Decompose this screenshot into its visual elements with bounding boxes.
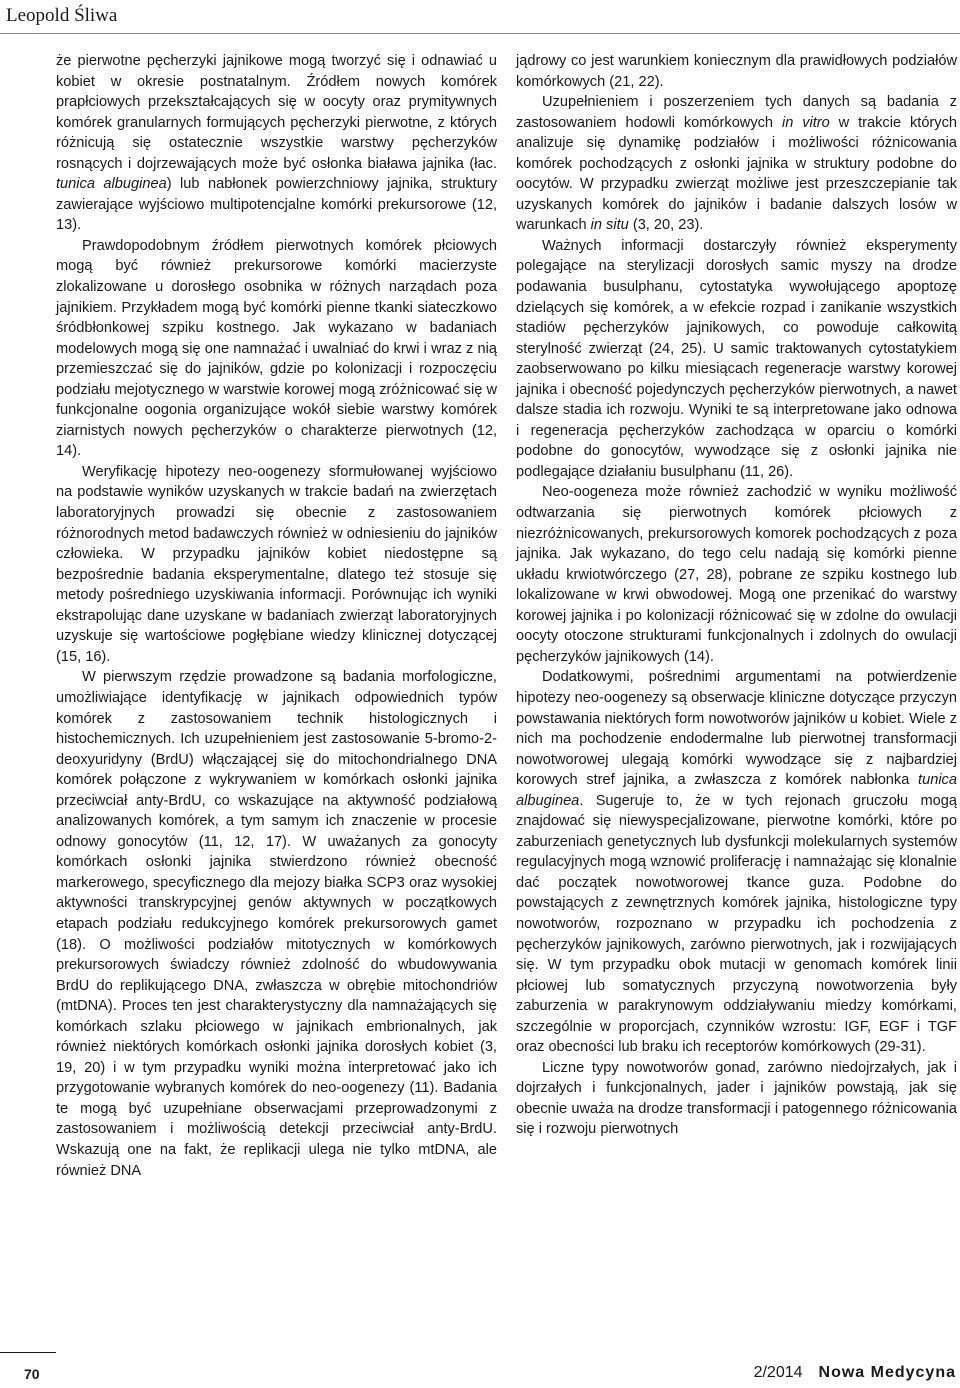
paragraph	[516, 92, 957, 236]
italic-term: in vitro	[781, 114, 830, 131]
page-header	[0, 0, 960, 34]
paragraph: jądrowy co jest warunkiem koniecznym dla prawidłowych podziałów komórkowych (21, 22).	[516, 53, 957, 90]
page-number: 70	[24, 1366, 40, 1382]
paragraph-text: że pierwotne pęcherzyki jajnikowe mogą tworzyć się i odnawiać u kobiet w okresie postnatalnym. Źródłem nowych komórek prapłciowych przekształcających się w oocyty oraz prymitywnych komórek granularnych formujących pęcherzyki pierwotne, z których różnicują się ostatecznie wszystkie warstwy pęcherzyków rosnących i dojrzewających może być osłonka biaława jajnika (łac.	[56, 53, 497, 172]
paragraph: Prawdopodobnym źródłem pierwotnych komórek płciowych mogą być również prekursorowe komórki macierzyste zlokalizowane u dorosłego osobnika w różnych narządach poza jajnikiem. Przykładem mogą być komórki pienne tkanki siateczkowo śródbłonkowej szpiku kostnego. Jak wykazano w badaniach modelowych mogą się one namnażać i uwalniać do krwi i wraz z nią przemieszczać się do jajników, gdzie po kolonizacji i rozpoczęciu podziału mejotycznego w warstwie korowej mogą zróżnicować się w funkcjonalne oogonia organizujące wokół siebie warstwy komórek ziarnistych nowych pęcherzyków o charakterze pierwotnych (12, 14).	[56, 237, 497, 460]
paragraph: Liczne typy nowotworów gonad, zarówno niedojrzałych, jak i dojrzałych i funkcjonalnych, jader i jajników powstają, jak się obecnie uważa na drodze transformacji i patogennego różnicowania się i rozwoju pierwotnych	[516, 1059, 957, 1138]
paragraph: Neo-oogeneza może również zachodzić w wyniku możliwość odtwarzania się pierwotnych komórek płciowych z niezróżnicowanych, prekursorowych komorek pochodzących z poza jajnika. Jak wykazano, do tego celu nadają się komórki pienne układu krwiotwórczego (27, 28), pobrane ze szpiku kostnego lub lokalizowane w krwi obwodowej. Mogą one przenikać do warstwy korowej jajnika i po kolonizacji różnicować się w zdolne do owulacji oocyty otoczone strukturami funkcjonalnych i zdolnych do owulacji pęcherzyków jajnikowych (14).	[516, 484, 957, 665]
footer-journal-info	[754, 1364, 956, 1382]
paragraph-text: Uzupełnieniem i poszerzeniem tych danych są badania z zastosowaniem hodowli komórkowych	[516, 94, 957, 131]
issue-number: 2/2014	[753, 1364, 803, 1381]
paragraph-text: w trakcie których analizuje się dynamikę podziałów i możliwości różnicowania komórek pochodzących z osłonki jajnika w struktury podobne do oocytów. W przypadku zwierząt możliwe jest przeszczepianie tak uzyskanych komórek do jajników i badanie dalszych losów w warunkach	[516, 114, 958, 234]
italic-term: in situ	[590, 217, 629, 234]
paragraph-text: . Sugeruje to, że w tych rejonach gruczołu mogą znajdować się niewyspecjalizowane, pierwotne komórki, które po zaburzeniach genetycznych lub dysfunkcji molekularnych systemów regulacyjnych mogą wznowić proliferację i namnażając się klonalnie dać początek nowotworowej tkance guza. Podobne do powstających z zewnętrznych komórek jajnika, histologiczne typy nowotworów, rozpoznano w przypadku ich pochodzenia z pęcherzyków jajnikowych, zarówno pierwotnych, jak i rozwijających się. W tym przypadku obok mutacji w genomach komórek linii płciowej lub somatycznych przyczyną nowotworzenia były zaburzenia w parakrynowym oddziaływaniu miedzy komórkami, szczególnie w proporcjach, czynników wzrostu: IGF, EGF i TGF oraz obecności lub braku ich receptorów komórkowych (29-31).	[516, 792, 957, 1056]
paragraph-text: Dodatkowymi, pośrednimi argumentami na potwierdzenie hipotezy neo-oogenezy są obserwacje kliniczne dotyczące przyczyn powstawania niektórych form nowotworów jajników u kobiet. Wiele z nich ma pochodzenie endodermalne lub pierwotnej transformacji nowotworowej ulegają komórki wywodzące się z najbardziej korowych stref jajnika, a zwłaszcza z komórek nabłonka	[516, 669, 957, 789]
right-column	[516, 51, 957, 1140]
running-head-author: Leopold Śliwa	[6, 5, 118, 26]
paragraph-text: ) lub nabłonek powierzchniowy jajnika, struktury zawierające wyjściowo multipotencjalne komórki prekursorowe (12, 13).	[56, 176, 497, 234]
italic-term: tunica albuginea	[516, 772, 957, 809]
italic-term: tunica albuginea	[56, 176, 167, 193]
paragraph: Ważnych informacji dostarczyły również eksperymenty polegające na sterylizacji dorosłych samic myszy na drodze podawania busulphanu, cytostatyka wywołującego apoptozę dzielących się komórek, a w efekcie rozpad i zanikanie wszystkich stadiów pęcherzyków jajnikowych, co powoduje całkowitą sterylność zwierząt (24, 25). U samic traktowanych cytostatykiem zaobserwowano po kilku miesiącach regeneracje warstwy korowej jajnika i obecność pojedynczych pęcherzyków pierwotnych, a nawet dalsze stadia ich rozwoju. Wyniki te są interpretowane jako odnowa i regeneracja pęcherzyków zachodząca w oparciu o komórki podobne do gonocytów, wywodzące się z osłonki jajnika nie podlegające działaniu busulphanu (11, 26).	[516, 237, 957, 480]
paragraph: Weryfikację hipotezy neo-oogenezy sformułowanej wyjściowo na podstawie wyników uzyskanych w trakcie badań na zwierzętach laboratoryjnych prowadzi się obecnie z zastosowaniem różnorodnych metod badawczych również w odniesieniu do jajników człowieka. W przypadku jajników kobiet niedostępne są bezpośrednie badania eksperymentalne, dlatego też stosuje się metody pośredniego uzyskiwania informacji. Porównując ich wyniki ekstrapolując dane uzyskane w badaniach zwierząt laboratoryjnych uzyskuje się wartościowe pogłębiane wiedzy klinicznej dotyczącej (15, 16).	[56, 463, 497, 665]
left-column	[56, 51, 497, 1181]
paragraph: W pierwszym rzędzie prowadzone są badania morfologiczne, umożliwiające identyfikację w jajnikach odpowiednich typów komórek z zastosowaniem technik histologicznych i histochemicznych. Ich uzupełnieniem jest zastosowanie 5-bromo-2-deoxyuridyny (BrdU) włączającej się do mitochondrialnego DNA komórek połączone z wykrywaniem w komórkach osłonki jajnika przeciwciał anty-BrdU, co wskazujące na aktywność podziałową analizowanych komórek, a tym samym ich znaczenie w procesie odnowy gonocytów (11, 12, 17). W uważanych za gonocyty komórkach osłonki jajnika stwierdzono również obecność markerowego, specyficznego dla mejozy białka SCP3 oraz wysokiej aktywności transkrypcyjnej genów aktywnych w początkowych etapach podziału redukcyjnego komórek prekursorowych gamet (18). O możliwości podziałów mitotycznych w komórkowych prekursorowych świadczy również zdolność do wbudowywania BrdU do replikującego DNA, zwłaszcza w obrębie mitochondriów (mtDNA). Proces ten jest charakterystyczny dla namnażających się komórkach szlaku płciowego w jajnikach embrionalnych, jak również niektórych komórkach osłonki jajnika dorosłych kobiet (3, 19, 20) i w tym przypadku wyniki można interpretować jako ich przygotowanie wybranych komórek do neo-oogenezy (11). Badania te mogą być uzupełniane obserwacjami przeprowadzonymi z zastosowaniem i możliwością detekcji przeciwciał anty-BrdU. Wskazują one na fakt, że replikacji ulega nie tylko mtDNA, ale również DNA	[56, 669, 497, 1179]
paragraph	[516, 667, 957, 1057]
footer-rule	[0, 1352, 56, 1353]
paragraph-text: (3, 20, 23).	[632, 217, 704, 234]
paragraph	[56, 51, 497, 236]
journal-logo: Nowa Medycyna	[818, 1364, 956, 1381]
